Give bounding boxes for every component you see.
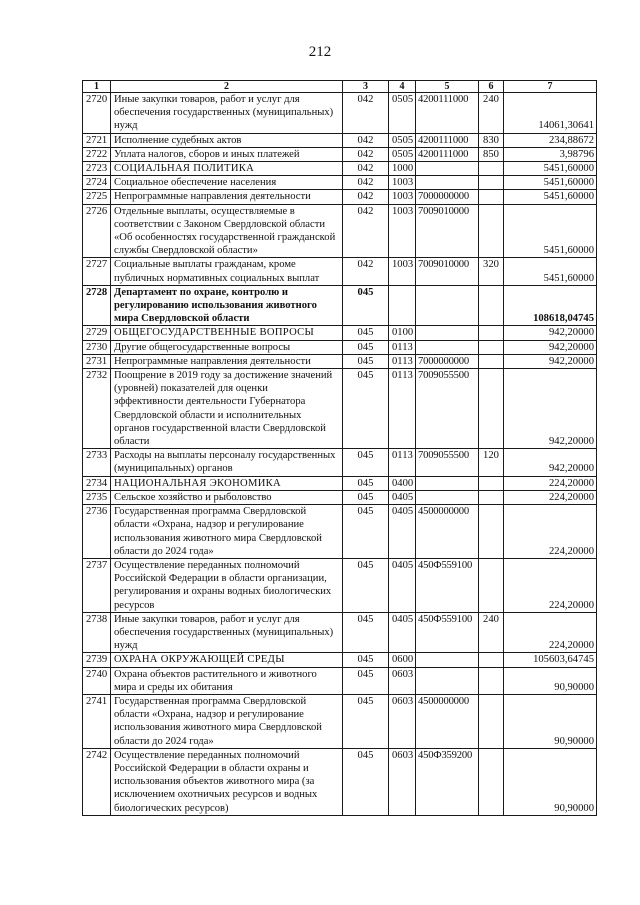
department-code-cell: 045 <box>343 667 389 694</box>
table-row <box>83 326 597 340</box>
department-code-cell: 045 <box>343 476 389 490</box>
table-row <box>83 369 597 449</box>
table-row <box>83 176 597 190</box>
expense-type-cell <box>479 490 504 504</box>
amount-cell: 3,98796 <box>504 147 597 161</box>
row-number-cell: 2734 <box>83 476 111 490</box>
table-row <box>83 93 597 134</box>
expense-type-cell: 850 <box>479 147 504 161</box>
amount-cell: 105603,64745 <box>504 653 597 667</box>
row-name-cell: Уплата налогов, сборов и иных платежей <box>111 147 343 161</box>
target-article-cell: 4200111000 <box>416 93 479 134</box>
department-code-cell: 042 <box>343 176 389 190</box>
expense-type-cell <box>479 326 504 340</box>
amount-cell: 5451,60000 <box>504 176 597 190</box>
row-number-cell: 2728 <box>83 285 111 326</box>
row-name-cell: Охрана объектов растительного и животного мира и среды их обитания <box>111 667 343 694</box>
table-row <box>83 133 597 147</box>
department-code-cell: 045 <box>343 612 389 653</box>
department-code-cell: 045 <box>343 505 389 559</box>
amount-cell: 224,20000 <box>504 612 597 653</box>
amount-cell: 5451,60000 <box>504 162 597 176</box>
table-row <box>83 748 597 815</box>
column-header-1: 1 <box>83 81 111 93</box>
expense-type-cell <box>479 505 504 559</box>
section-code-cell: 1000 <box>389 162 416 176</box>
expense-type-cell <box>479 162 504 176</box>
target-article-cell: 7000000000 <box>416 190 479 204</box>
department-code-cell: 042 <box>343 204 389 258</box>
amount-cell: 90,90000 <box>504 694 597 748</box>
row-number-cell: 2738 <box>83 612 111 653</box>
expense-type-cell <box>479 285 504 326</box>
amount-cell: 942,20000 <box>504 326 597 340</box>
section-code-cell: 1003 <box>389 204 416 258</box>
table-row <box>83 147 597 161</box>
section-code-cell: 1003 <box>389 190 416 204</box>
header-row <box>83 81 597 93</box>
amount-cell: 224,20000 <box>504 476 597 490</box>
amount-cell: 942,20000 <box>504 340 597 354</box>
expense-type-cell <box>479 204 504 258</box>
row-number-cell: 2737 <box>83 558 111 612</box>
section-code-cell: 1003 <box>389 176 416 190</box>
section-code-cell: 0603 <box>389 694 416 748</box>
section-code-cell: 0405 <box>389 505 416 559</box>
row-name-cell: Осуществление переданных полномочий Российской Федерации в области организации, регулирования и охраны водных биологических ресурсов <box>111 558 343 612</box>
column-header-6: 6 <box>479 81 504 93</box>
department-code-cell: 042 <box>343 258 389 285</box>
row-name-cell: Другие общегосударственные вопросы <box>111 340 343 354</box>
amount-cell: 942,20000 <box>504 449 597 476</box>
row-number-cell: 2721 <box>83 133 111 147</box>
expense-type-cell: 830 <box>479 133 504 147</box>
department-code-cell: 045 <box>343 694 389 748</box>
row-name-cell: Непрограммные направления деятельности <box>111 190 343 204</box>
target-article-cell: 450Ф559100 <box>416 612 479 653</box>
expense-type-cell: 320 <box>479 258 504 285</box>
row-name-cell: Государственная программа Свердловской области «Охрана, надзор и регулирование использования животного мира Свердловской области до 2024 года» <box>111 694 343 748</box>
table-row <box>83 667 597 694</box>
section-code-cell: 0405 <box>389 612 416 653</box>
row-name-cell: СОЦИАЛЬНАЯ ПОЛИТИКА <box>111 162 343 176</box>
section-code-cell: 1003 <box>389 258 416 285</box>
department-code-cell: 045 <box>343 449 389 476</box>
table-row <box>83 258 597 285</box>
amount-cell: 234,88672 <box>504 133 597 147</box>
expense-type-cell: 240 <box>479 93 504 134</box>
column-header-5: 5 <box>416 81 479 93</box>
amount-cell: 108618,04745 <box>504 285 597 326</box>
amount-cell: 90,90000 <box>504 748 597 815</box>
table-row <box>83 612 597 653</box>
expense-type-cell <box>479 176 504 190</box>
expense-type-cell <box>479 653 504 667</box>
row-name-cell: Расходы на выплаты персоналу государственных (муниципальных) органов <box>111 449 343 476</box>
row-name-cell: Поощрение в 2019 году за достижение значений (уровней) показателей для оценки эффективности деятельности Губернатора Свердловской области и исполнительных органов государственной власти Свердловской области <box>111 369 343 449</box>
section-code-cell: 0113 <box>389 354 416 368</box>
amount-cell: 90,90000 <box>504 667 597 694</box>
target-article-cell: 450Ф359200 <box>416 748 479 815</box>
row-number-cell: 2739 <box>83 653 111 667</box>
section-code-cell: 0405 <box>389 558 416 612</box>
department-code-cell: 042 <box>343 93 389 134</box>
section-code-cell: 0405 <box>389 490 416 504</box>
row-number-cell: 2733 <box>83 449 111 476</box>
department-code-cell: 045 <box>343 285 389 326</box>
expense-type-cell <box>479 558 504 612</box>
expense-type-cell <box>479 190 504 204</box>
section-code-cell: 0505 <box>389 93 416 134</box>
page-number: 212 <box>308 44 332 60</box>
table-row <box>83 354 597 368</box>
department-code-cell: 045 <box>343 748 389 815</box>
row-number-cell: 2731 <box>83 354 111 368</box>
row-number-cell: 2727 <box>83 258 111 285</box>
target-article-cell: 7009010000 <box>416 204 479 258</box>
row-name-cell: Иные закупки товаров, работ и услуг для обеспечения государственных (муниципальных) нужд <box>111 612 343 653</box>
section-code-cell: 0505 <box>389 147 416 161</box>
column-header-3: 3 <box>343 81 389 93</box>
amount-cell: 942,20000 <box>504 354 597 368</box>
column-header-2: 2 <box>111 81 343 93</box>
amount-cell: 5451,60000 <box>504 190 597 204</box>
table-row <box>83 449 597 476</box>
department-code-cell: 045 <box>343 326 389 340</box>
expense-type-cell <box>479 354 504 368</box>
row-number-cell: 2722 <box>83 147 111 161</box>
budget-table <box>82 80 597 816</box>
target-article-cell <box>416 162 479 176</box>
amount-cell: 5451,60000 <box>504 204 597 258</box>
table-row <box>83 505 597 559</box>
department-code-cell: 045 <box>343 369 389 449</box>
section-code-cell: 0100 <box>389 326 416 340</box>
table-row <box>83 162 597 176</box>
row-number-cell: 2720 <box>83 93 111 134</box>
target-article-cell <box>416 476 479 490</box>
department-code-cell: 042 <box>343 162 389 176</box>
expense-type-cell <box>479 748 504 815</box>
target-article-cell <box>416 667 479 694</box>
target-article-cell: 4200111000 <box>416 133 479 147</box>
row-name-cell: Отдельные выплаты, осуществляемые в соответствии с Законом Свердловской области «Об особенностях государственной гражданской службы Свердловской области» <box>111 204 343 258</box>
section-code-cell: 0113 <box>389 449 416 476</box>
table-row <box>83 340 597 354</box>
department-code-cell: 045 <box>343 653 389 667</box>
expense-type-cell <box>479 476 504 490</box>
amount-cell: 14061,30641 <box>504 93 597 134</box>
department-code-cell: 045 <box>343 340 389 354</box>
target-article-cell <box>416 285 479 326</box>
amount-cell: 224,20000 <box>504 505 597 559</box>
row-number-cell: 2735 <box>83 490 111 504</box>
table-row <box>83 558 597 612</box>
row-name-cell: Осуществление переданных полномочий Российской Федерации в области охраны и использования объектов животного мира (за исключением охотничьих ресурсов и водных биологических ресурсов) <box>111 748 343 815</box>
target-article-cell <box>416 490 479 504</box>
target-article-cell: 7009055500 <box>416 449 479 476</box>
section-code-cell: 0505 <box>389 133 416 147</box>
row-name-cell: ОБЩЕГОСУДАРСТВЕННЫЕ ВОПРОСЫ <box>111 326 343 340</box>
row-number-cell: 2729 <box>83 326 111 340</box>
column-header-7: 7 <box>504 81 597 93</box>
department-code-cell: 042 <box>343 190 389 204</box>
table-row <box>83 490 597 504</box>
amount-cell: 224,20000 <box>504 490 597 504</box>
section-code-cell: 0603 <box>389 748 416 815</box>
department-code-cell: 042 <box>343 133 389 147</box>
section-code-cell: 0113 <box>389 369 416 449</box>
row-number-cell: 2730 <box>83 340 111 354</box>
target-article-cell: 4200111000 <box>416 147 479 161</box>
section-code-cell: 0113 <box>389 340 416 354</box>
target-article-cell <box>416 653 479 667</box>
department-code-cell: 042 <box>343 147 389 161</box>
row-name-cell: Исполнение судебных актов <box>111 133 343 147</box>
department-code-cell: 045 <box>343 354 389 368</box>
row-name-cell: ОХРАНА ОКРУЖАЮЩЕЙ СРЕДЫ <box>111 653 343 667</box>
target-article-cell: 450Ф559100 <box>416 558 479 612</box>
table-row <box>83 190 597 204</box>
expense-type-cell <box>479 369 504 449</box>
section-code-cell: 0600 <box>389 653 416 667</box>
row-name-cell: НАЦИОНАЛЬНАЯ ЭКОНОМИКА <box>111 476 343 490</box>
row-number-cell: 2742 <box>83 748 111 815</box>
row-number-cell: 2732 <box>83 369 111 449</box>
amount-cell: 5451,60000 <box>504 258 597 285</box>
row-name-cell: Иные закупки товаров, работ и услуг для обеспечения государственных (муниципальных) нужд <box>111 93 343 134</box>
row-number-cell: 2740 <box>83 667 111 694</box>
section-code-cell <box>389 285 416 326</box>
section-code-cell: 0603 <box>389 667 416 694</box>
row-number-cell: 2726 <box>83 204 111 258</box>
row-name-cell: Департамент по охране, контролю и регулированию использования животного мира Свердловской области <box>111 285 343 326</box>
target-article-cell: 4500000000 <box>416 694 479 748</box>
column-header-4: 4 <box>389 81 416 93</box>
amount-cell: 224,20000 <box>504 558 597 612</box>
row-number-cell: 2723 <box>83 162 111 176</box>
row-name-cell: Непрограммные направления деятельности <box>111 354 343 368</box>
expense-type-cell <box>479 667 504 694</box>
row-number-cell: 2741 <box>83 694 111 748</box>
row-number-cell: 2725 <box>83 190 111 204</box>
target-article-cell <box>416 340 479 354</box>
row-name-cell: Сельское хозяйство и рыболовство <box>111 490 343 504</box>
table-body <box>83 93 597 816</box>
amount-cell: 942,20000 <box>504 369 597 449</box>
table-row <box>83 694 597 748</box>
row-name-cell: Социальное обеспечение населения <box>111 176 343 190</box>
table-row <box>83 476 597 490</box>
department-code-cell: 045 <box>343 490 389 504</box>
table-row <box>83 653 597 667</box>
row-name-cell: Государственная программа Свердловской области «Охрана, надзор и регулирование использования животного мира Свердловской области до 2024 года» <box>111 505 343 559</box>
table-row <box>83 285 597 326</box>
row-name-cell: Социальные выплаты гражданам, кроме публичных нормативных социальных выплат <box>111 258 343 285</box>
target-article-cell <box>416 326 479 340</box>
target-article-cell: 7000000000 <box>416 354 479 368</box>
row-number-cell: 2724 <box>83 176 111 190</box>
table-row <box>83 204 597 258</box>
target-article-cell: 7009055500 <box>416 369 479 449</box>
target-article-cell <box>416 176 479 190</box>
target-article-cell: 7009010000 <box>416 258 479 285</box>
expense-type-cell: 120 <box>479 449 504 476</box>
target-article-cell: 4500000000 <box>416 505 479 559</box>
expense-type-cell: 240 <box>479 612 504 653</box>
department-code-cell: 045 <box>343 558 389 612</box>
section-code-cell: 0400 <box>389 476 416 490</box>
expense-type-cell <box>479 694 504 748</box>
expense-type-cell <box>479 340 504 354</box>
row-number-cell: 2736 <box>83 505 111 559</box>
